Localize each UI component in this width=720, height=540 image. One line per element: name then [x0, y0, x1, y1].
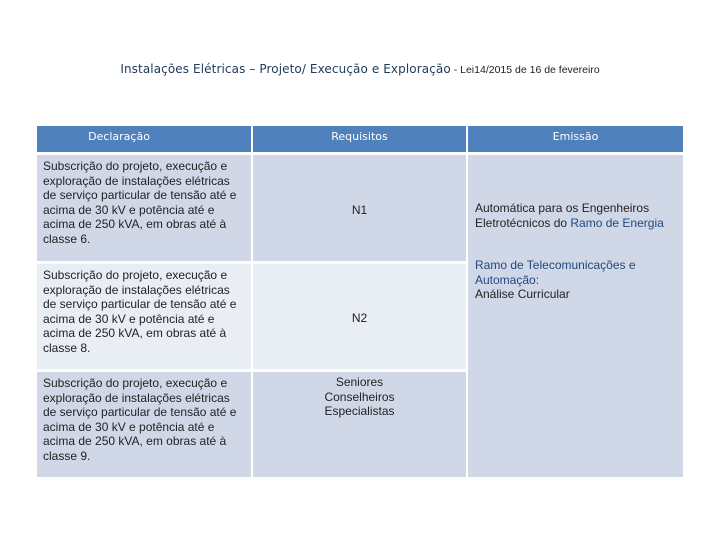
emissao-analise: Análise Curricular: [475, 287, 570, 301]
requisito-conselheiros: Conselheiros: [324, 389, 395, 404]
title-main: Instalações Elétricas – Projeto/ Execução e Exploração: [120, 62, 451, 76]
emissao-cell: [468, 155, 683, 477]
header-requisitos: Requisitos: [253, 126, 466, 152]
row2-declaracao: Subscrição do projeto, execução e exploração de instalações elétricas de serviço particular de tensão até e acima de 30 kV e potência até e acima de 250 kVA, em obras até à classe 8.: [37, 264, 251, 369]
header-declaracao: Declaração: [37, 126, 251, 152]
emissao-automatica: Automática para os Engenheiros Eletrotécnicos do Ramo de Energia: [475, 201, 664, 230]
row1-requisitos: N1: [253, 155, 466, 261]
row1-declaracao: Subscrição do projeto, execução e exploração de instalações elétricas de serviço particular de tensão até e acima de 30 kV e potência até e acima de 250 kVA, em obras até à classe 6.: [37, 155, 251, 261]
emissao-telecom: Ramo de Telecomunicações e Automação:: [475, 258, 636, 287]
row3-declaracao: Subscrição do projeto, execução e exploração de instalações elétricas de serviço particular de tensão até e acima de 30 kV e potência até e acima de 250 kVA, em obras até à classe 9.: [37, 372, 251, 477]
page-title: [0, 60, 720, 78]
requisito-especialistas: Especialistas: [324, 404, 395, 418]
ramo-energia: Ramo de Energia: [570, 215, 664, 230]
header-emissao: Emissão: [468, 126, 683, 152]
requisito-seniores: Seniores: [335, 375, 384, 389]
title-sub: - Lei14/2015 de 16 de fevereiro: [450, 64, 600, 76]
row3-requisitos: [253, 372, 466, 477]
row2-requisitos: N2: [253, 264, 466, 369]
